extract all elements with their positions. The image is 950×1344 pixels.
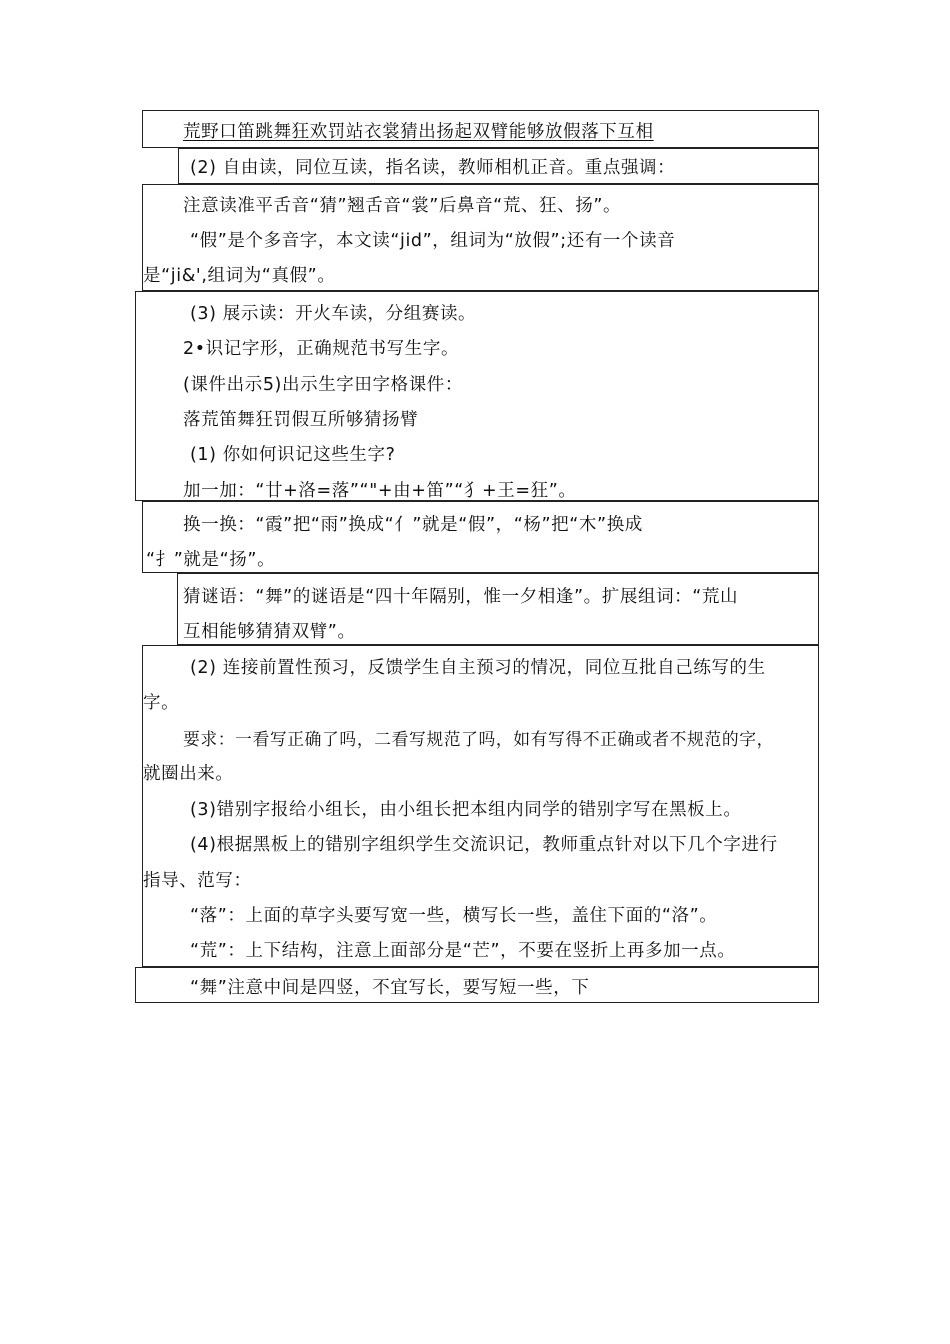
text-line: 指导、范写：: [143, 871, 252, 891]
text-line: (2) 连接前置性预习，反馈学生自主预习的情况，同位互批自己练写的生: [190, 658, 766, 678]
text-line: 就圈出来。: [143, 764, 234, 784]
text-line: 互相能够猜猜双臂”。: [183, 622, 356, 642]
text-line: (课件出示5)出示生字田字格课件：: [183, 375, 463, 395]
text-line: “荒”：上下结构，注意上面部分是“芒”，不要在竖折上再多加一点。: [190, 941, 736, 961]
text-line: (3) 展示读：开火车读，分组赛读。: [190, 304, 477, 324]
text-line: “假”是个多音字，本文读“jid”，组词为“放假”;还有一个读音: [190, 231, 676, 251]
text-line: 要求：一看写正确了吗，二看写规范了吗，如有写得不正确或者不规范的字，: [183, 729, 774, 749]
text-line: 字。: [143, 693, 180, 713]
text-line: “落”：上面的草字头要写宽一些，横写长一些，盖住下面的“洛”。: [190, 906, 718, 926]
text-line: “扌”就是“扬”。: [146, 550, 276, 570]
text-line: (3)错别字报给小组长，由小组长把本组内同学的错别字写在黑板上。: [190, 800, 742, 820]
text-line: (2) 自由读，同位互读，指名读，教师相机正音。重点强调：: [190, 158, 676, 178]
text-line: “舞”注意中间是四竖，不宜写长，要写短一些，下: [190, 978, 590, 998]
text-line: 换一换：“霞”把“雨”换成“亻”就是“假”，“杨”把“木”换成: [183, 515, 643, 535]
text-line: 注意读准平舌音“猜”翘舌音“裳”后鼻音“荒、狂、扬”。: [183, 196, 622, 216]
vocabulary-line: 荒野口笛跳舞狂欢罚站衣裳猜出扬起双臂能够放假落下互相: [183, 122, 654, 142]
text-line: 猜谜语：“舞”的谜语是“四十年隔别，惟一夕相逢”。扩展组词：“荒山: [183, 587, 739, 607]
text-line: 加一加：“廿+洛=落”“"+由+笛”“犭+王=狂”。: [183, 481, 577, 501]
text-line: (4)根据黑板上的错别字组织学生交流识记，教师重点针对以下几个字进行: [190, 835, 778, 855]
text-line: 落荒笛舞狂罚假互所够猜扬臂: [183, 410, 419, 430]
text-line: 是“ji&',组词为“真假”。: [143, 266, 336, 286]
text-line: 2•识记字形，正确规范书写生字。: [183, 339, 460, 359]
text-line: (1) 你如何识记这些生字?: [190, 445, 396, 465]
